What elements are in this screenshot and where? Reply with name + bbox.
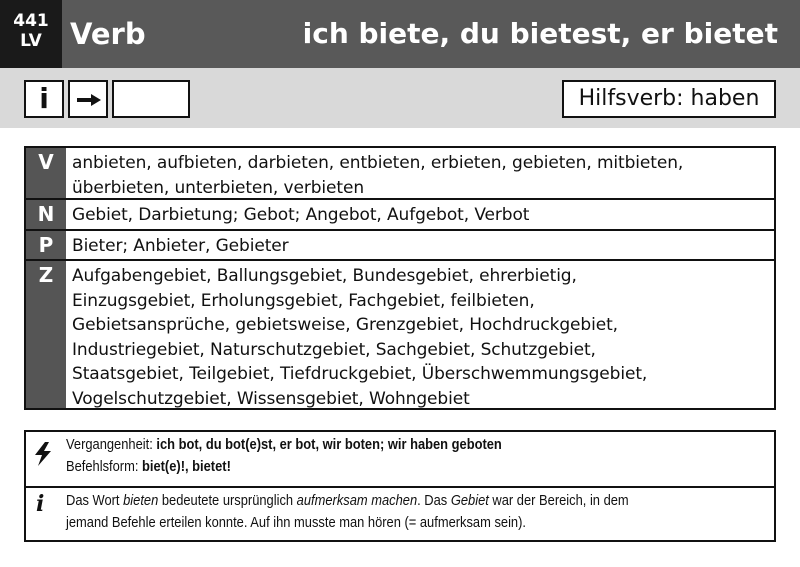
entry-number: 441 — [13, 11, 49, 31]
row-nouns — [26, 200, 774, 231]
info-note-icon: i — [36, 491, 45, 517]
row-persons — [26, 231, 774, 261]
info-box — [24, 430, 776, 542]
row-label-z: Z — [26, 261, 66, 408]
word-family-table — [24, 146, 776, 410]
nouns-text: Gebiet, Darbietung; Gebot; Angebot, Aufgebot, Verbot — [72, 205, 530, 225]
row-label-v: V — [26, 148, 66, 198]
lightning-icon — [32, 442, 54, 466]
row-compounds — [26, 261, 774, 408]
compounds-text: Aufgabengebiet, Ballungsgebiet, Bundesgebiet, ehrerbietig, Einzugsgebiet, Erholungsgebiet, Fachgebiet, feilbieten, Gebietsansprüche, gebietsweise, Grenzgebiet, Hochdruckgebiet, Industriegebiet, Naturschutzgebiet, Sachgebiet, Schutzgebiet, Staatsgebiet, Teilgebiet, Tiefdruckgebiet, Überschwemmungsgebiet, Vogelschutzgebiet, Wissensgebiet, Wohngebiet — [72, 266, 648, 409]
persons-text: Bieter; Anbieter, Gebieter — [72, 236, 289, 256]
irregular-forms-row — [26, 432, 774, 488]
info-icon: i — [24, 80, 64, 118]
empty-box — [112, 80, 190, 118]
entry-level: LV — [20, 31, 42, 51]
row-label-p: P — [26, 231, 66, 259]
verb-forms: ich biete, du bietest, er bietet — [302, 17, 778, 50]
note-row — [26, 488, 774, 540]
arrow-box — [68, 80, 108, 118]
irregular-forms-text: Vergangenheit: ich bot, du bot(e)st, er bot, wir boten; wir haben geboten Befehlsform: biet(e)!, bietet! — [66, 436, 502, 475]
header-bar — [0, 0, 800, 68]
verbs-text: anbieten, aufbieten, darbieten, entbieten, erbieten, gebieten, mitbieten, überbieten, unterbieten, verbieten — [72, 153, 684, 198]
part-of-speech: Verb — [70, 17, 146, 51]
note-text: Das Wort bieten bedeutete ursprünglich aufmerksam machen. Das Gebiet war der Bereich, in dem jemand Befehle erteilen konnte. Auf ihn musste man hören (= aufmerksam sein). — [66, 492, 629, 531]
auxiliary-verb: Hilfsverb: haben — [562, 80, 776, 118]
entry-number-box — [0, 0, 62, 68]
arrow-right-icon — [77, 94, 101, 106]
row-label-n: N — [26, 200, 66, 229]
row-verbs — [26, 148, 774, 200]
